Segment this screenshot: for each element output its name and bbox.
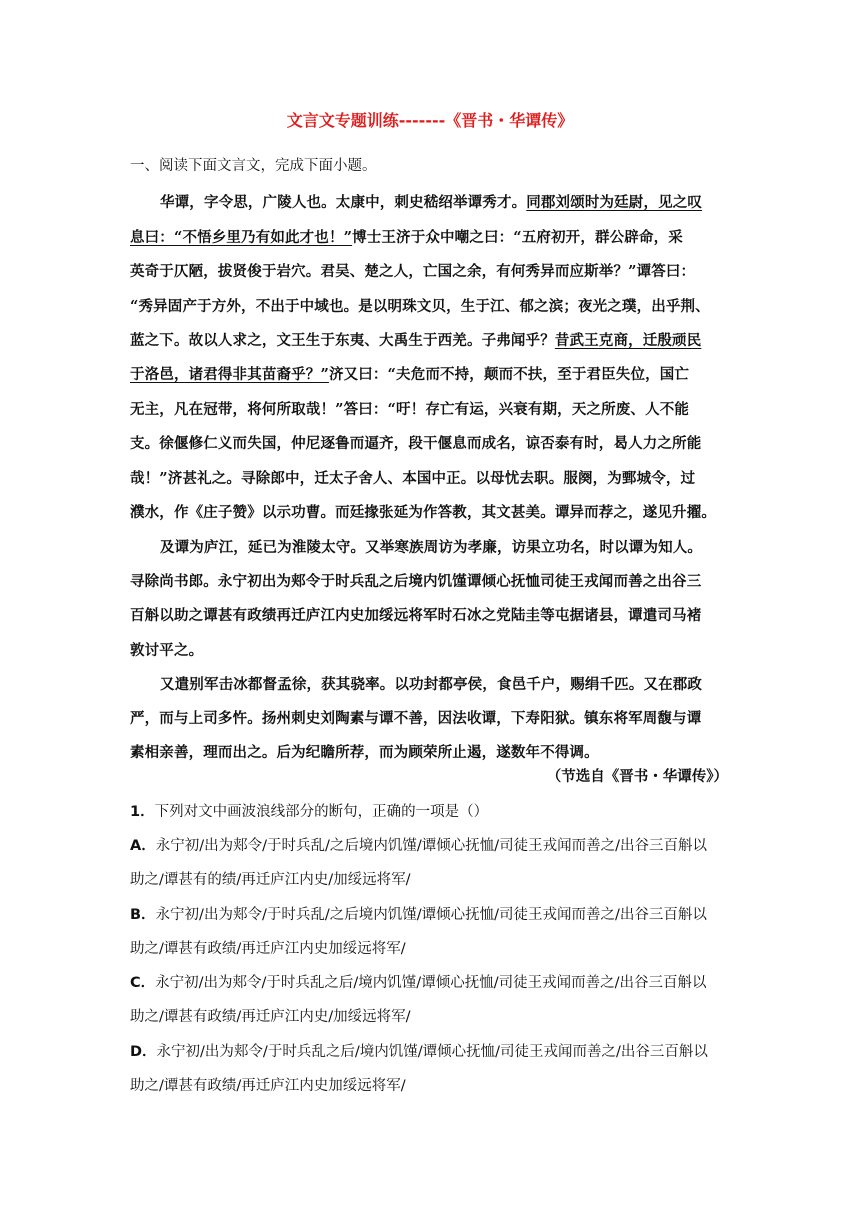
passage-line: 哉！”济甚礼之。寻除郎中，迁太子舍人、本国中正。以母忧去职。服阕，为鄄城令，过 [130, 470, 696, 487]
passage-line: 濮水，作《庄子赞》以示功曹。而廷掾张延为作答教，其文甚美。谭异而荐之，遂见升擢。 [130, 504, 716, 521]
option-d-continued: 助之/谭甚有政绩/再迁庐江内史加绥远将军/ [130, 1078, 406, 1094]
passage-line [130, 363, 689, 384]
passage-line: 及谭为庐江，延已为淮陵太守。又举寒族周访为孝廉，访果立功名，时以谭为知人。 [160, 539, 703, 556]
passage-line [160, 191, 702, 212]
option-c[interactable] [130, 971, 706, 992]
option-text: 永宁初/出为郏令/于时兵乱之后/境内饥馑/谭倾心抚恤/司徒王戎闻而善之/出谷三百斛以 [155, 975, 707, 991]
passage-line: 无主，凡在冠带，将何所取哉！”答曰：“吁！存亡有运，兴衰有期，天之所废、人不能 [130, 401, 690, 418]
passage-text: 华谭，字令思，广陵人也。太康中，刺史嵇绍举谭秀才。 [160, 194, 527, 211]
passage-line: 严，而与上司多忤。扬州刺史刘陶素与谭不善，因法收谭，下寿阳狱。镇东将军周馥与谭 [130, 710, 702, 727]
passage-line: 敦讨平之。 [130, 642, 204, 659]
passage-line [130, 329, 701, 350]
passage-line [130, 226, 683, 247]
document-title: 文言文专题训练-------《晋书・华谭传》 [286, 111, 574, 130]
option-b-continued: 助之/谭甚有政绩/再迁庐江内史加绥远将军/ [130, 941, 406, 957]
passage-line: 支。徐偃修仁义而失国，仲尼逐鲁而逼齐，段干偃息而成名，谅否泰有时，曷人力之所能 [130, 435, 702, 452]
passage-text: 蓝之下。故以人求之，文王生于东夷、大禹生于西羌。子弗闻乎？ [130, 332, 555, 349]
passage-line: 又遣别军击冰都督孟徐，获其骁率。以功封都亭侯，食邑千户，赐绢千匹。又在郡政 [160, 676, 703, 693]
option-text: 永宁初/出为郏令/于时兵乱/之后境内饥馑/谭倾心抚恤/司徒王戎闻而善之/出谷三百斛以 [155, 907, 707, 923]
passage-source: （节选自《晋书・华谭传》） [546, 768, 728, 785]
option-c-continued: 助之/谭甚有政绩/再迁庐江内史/加绥远将军/ [130, 1009, 411, 1025]
passage-text: 济又曰：“夫危而不持，颠而不扶，至于君臣失位，国亡 [328, 366, 690, 383]
passage-line: 寻除尚书郎。永宁初出为郏令于时兵乱之后境内饥馑谭倾心抚恤司徒王戎闻而善之出谷三 [130, 573, 702, 590]
question-stem [130, 800, 488, 821]
underlined-text: 于洛邑，诸君得非其苗裔乎？” [130, 366, 329, 383]
passage-line: “秀异固产于方外，不出于中域也。是以明珠文贝，生于江、郁之滨；夜光之璞，出乎荆、 [130, 298, 710, 315]
underlined-text: 息曰：“不悟乡里乃有如此才也！” [130, 229, 353, 246]
passage-line: 英奇于仄陋，拔贤俊于岩穴。君吴、楚之人，亡国之余，有何秀异而应斯举？”谭答曰： [130, 263, 696, 280]
question-number: 1． [130, 804, 155, 820]
passage-line: 百斛以助之谭甚有政绩再迁庐江内史加绥远将军时石冰之党陆圭等屯据诸县，谭遣司马褚 [130, 607, 702, 624]
option-letter: A． [130, 838, 156, 854]
question-text: 下列对文中画波浪线部分的断句，正确的一项是（） [154, 804, 489, 820]
option-letter: C． [130, 975, 156, 991]
option-a[interactable] [130, 834, 707, 855]
underlined-text: 昔武王克商，迁殷顽民 [554, 332, 702, 349]
underlined-text: 同郡刘颂时为廷尉，见之叹 [526, 194, 703, 211]
option-letter: B． [130, 907, 156, 923]
option-letter: D． [130, 1044, 157, 1060]
passage-text: 博士王济于众中嘲之曰：“五府初开，群公辟命，采 [352, 229, 683, 246]
option-d[interactable] [130, 1040, 708, 1061]
option-b[interactable] [130, 903, 707, 924]
option-text: 永宁初/出为郏令/于时兵乱之后/境内饥馑/谭倾心抚恤/司徒王戎闻而善之/出谷三百斛以 [156, 1044, 708, 1060]
section-heading: 一、阅读下面文言文，完成下面小题。 [130, 158, 377, 174]
option-a-continued: 助之/谭甚有的绩/再迁庐江内史/加绥远将军/ [130, 872, 411, 888]
passage-line: 素相亲善，理而出之。后为纪瞻所荐，而为顾荣所止遏，遂数年不得调。 [130, 744, 599, 761]
option-text: 永宁初/出为郏令/于时兵乱/之后境内饥馑/谭倾心抚恤/司徒王戎闻而善之/出谷三百斛以 [155, 838, 708, 854]
